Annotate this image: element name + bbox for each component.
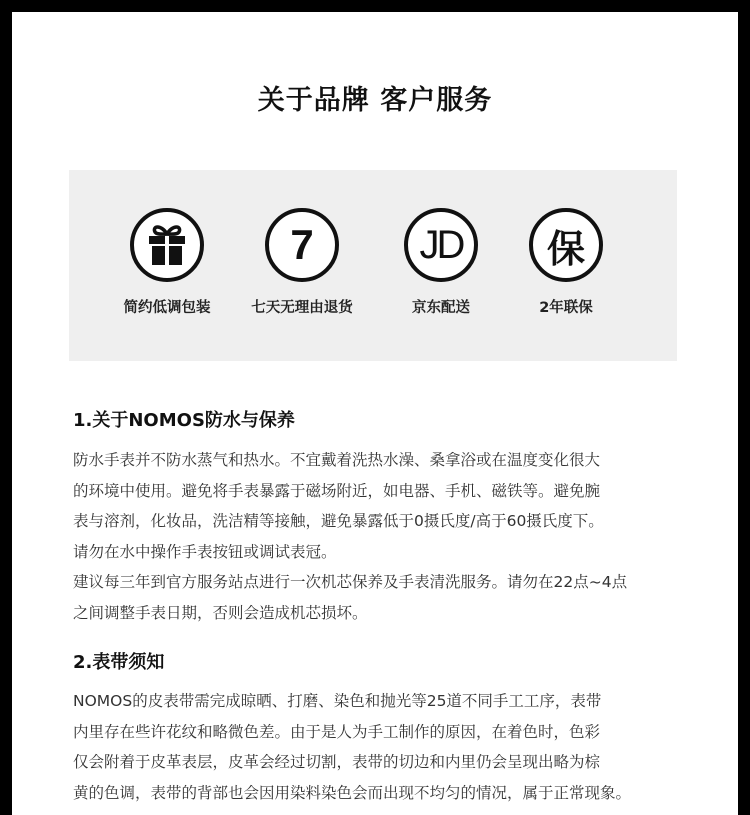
section-body-waterproof — [73, 445, 683, 628]
section-title-strap: 2.表带须知 — [73, 652, 165, 673]
body-line: 防水手表并不防水蒸气和热水。不宜戴着洗热水澡、桑拿浴或在温度变化很大 — [73, 451, 601, 469]
service-return — [237, 208, 367, 317]
service-label: 2年联保 — [539, 300, 593, 316]
service-panel — [69, 170, 677, 361]
content-page — [12, 12, 738, 815]
body-line: 建议每三年到官方服务站点进行一次机芯保养及手表清洗服务。请勿在22点~4点 — [73, 573, 628, 591]
body-line: 请勿在水中操作手表按钮或调试表冠。 — [73, 542, 337, 561]
jd-icon: JD — [404, 208, 478, 282]
body-line: 内里存在些许花纹和略微色差。由于是人为手工制作的原因，在着色时，色彩 — [73, 722, 601, 741]
body-line: 黄的色调，表带的背部也会因用染料染色会而出现不均匀的情况，属于正常现象。 — [73, 783, 632, 802]
body-line: NOMOS的皮表带需完成晾晒、打磨、染色和抛光等25道不同手工工序，表带 — [73, 692, 602, 710]
service-label: 简约低调包装 — [123, 300, 211, 316]
page-title: 关于品牌 客户服务 — [257, 85, 493, 116]
body-line: 之间调整手表日期，否则会造成机芯损坏。 — [73, 603, 368, 622]
service-delivery — [376, 208, 506, 317]
seven-icon: 7 — [265, 208, 339, 282]
service-warranty — [501, 208, 631, 317]
body-line: 的环境中使用。避免将手表暴露于磁场附近，如电器、手机、磁铁等。避免腕 — [73, 481, 601, 500]
bao-icon: 保 — [529, 208, 603, 282]
section-title-waterproof: 1.关于NOMOS防水与保养 — [73, 410, 295, 431]
section-body-strap — [73, 686, 683, 808]
body-line: 表与溶剂，化妆品，洗洁精等接触，避免暴露低于0摄氏度/高于60摄氏度下。 — [73, 512, 604, 530]
gift-icon — [130, 208, 204, 282]
body-line: 仅会附着于皮革表层，皮革会经过切割，表带的切边和内里仍会呈现出略为棕 — [73, 753, 601, 771]
service-label: 七天无理由退货 — [251, 300, 353, 316]
service-packaging — [102, 208, 232, 317]
service-label: 京东配送 — [412, 300, 470, 316]
